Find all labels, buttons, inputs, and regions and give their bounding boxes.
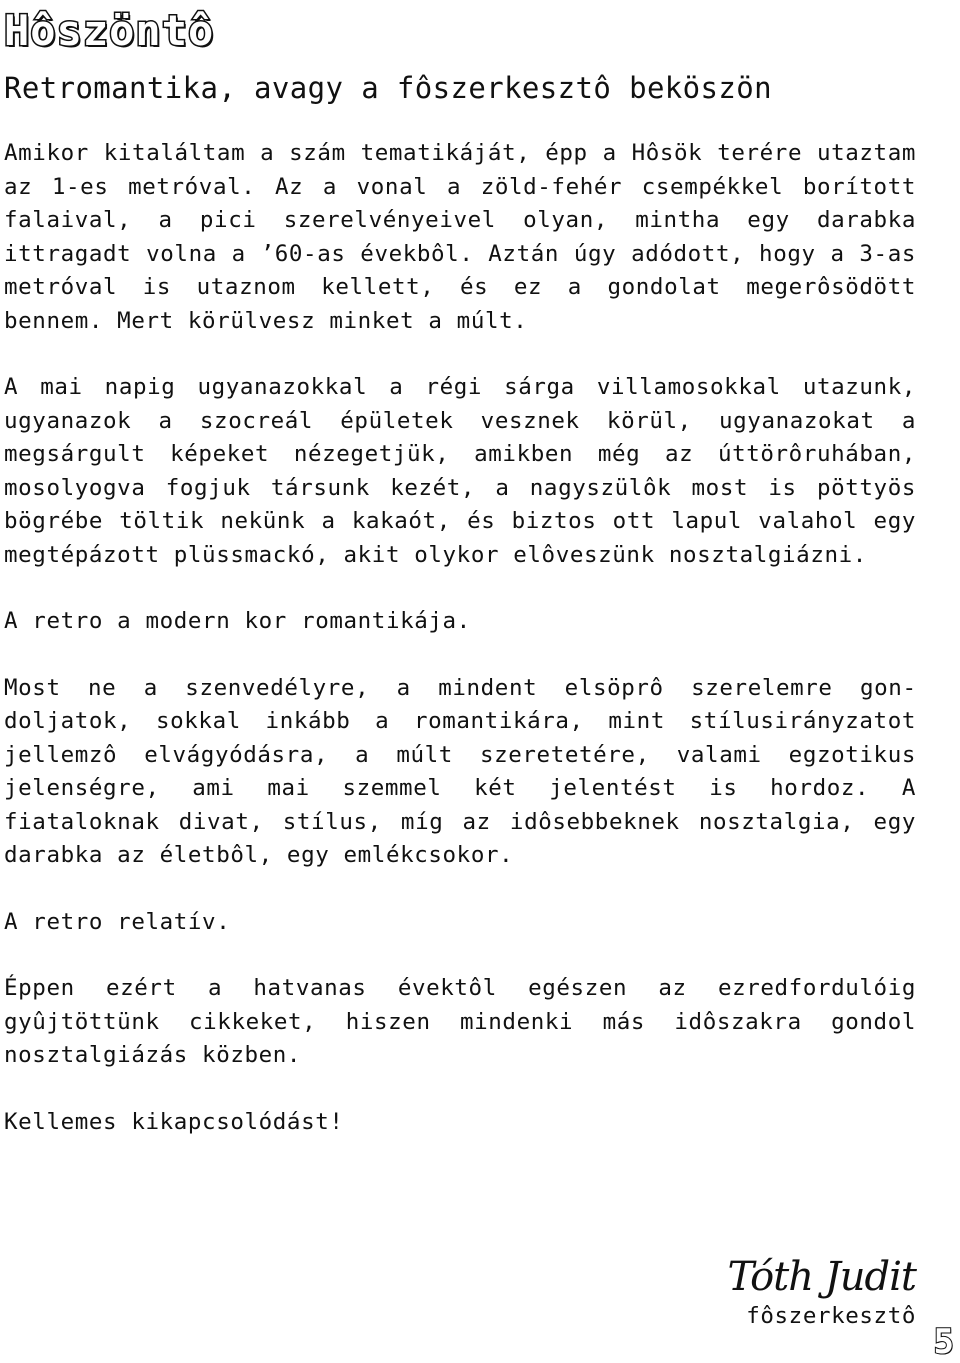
page-number: 5 (933, 1322, 954, 1362)
paragraph-intro: Amikor kitaláltam a szám tematikáját, épp a Hôsök terére utaztam az 1-es metróval. Az a vonal a zöld-fehér csempékkel borított falaival, a pici szerelvényeivel olyan, mintha egy darabka ittragadt volna a ’60-as évekbôl. Aztán úgy adódott, hogy a 3-as metróval is utaznom kellett, és ez a gondolat megerôsödött bennem. Mert körülvesz minket a múlt. (4, 140, 916, 334)
article-body (4, 137, 916, 1172)
paragraph-collection: Éppen ezért a hatvanas évektôl egészen az ezredfordulóig gyûjtöttünk cikkeket, hiszen mindenki más idôszakra gondol nosztalgiázás közben. (4, 975, 916, 1068)
paragraph-everyday-retro: A mai napig ugyanazokkal a régi sárga villamosokkal utazunk, ugyanazok a szocreál épületek vesznek körül, ugyanazokat a megsárgult képeket nézegetjük, amikben még az úttörôruhában, mosolyogva fogjuk társunk kezét, a nagyszülôk most is pöttyös bögrébe töltik nekünk a kakaót, és biztos ott lapul valahol egy megtépázott plüssmackó, akit olykor elôveszünk nosztalgiázni. (4, 374, 916, 568)
signature-block (728, 1252, 916, 1330)
signature-name: Tóth Judit (727, 1254, 916, 1300)
masthead-title: Hôszöntô (4, 6, 215, 55)
paragraph-retro-relative: A retro relatív. (4, 908, 231, 935)
paragraph-romanticism: Most ne a szenvedélyre, a mindent elsöprô szerelemre gondoljatok, sokkal inkább a romantikára, mint stílusirányzatot jellemzô elvágyódásra, a múlt szeretetére, valami egzotikus jelenségre, ami mai szemmel két jelentést is hordoz. A fiataloknak divat, stílus, míg az idôsebbeknek nosztalgia, egy darabka az életbôl, egy emlékcsokor. (4, 674, 916, 868)
signature-role: fôszerkesztô (746, 1303, 916, 1329)
paragraph-retro-romance: A retro a modern kor romantikája. (4, 608, 471, 634)
paragraph-closing: Kellemes kikapcsolódást! (4, 1108, 344, 1135)
article-subtitle: Retromantika, avagy a fôszerkesztô beköszön (4, 71, 772, 105)
